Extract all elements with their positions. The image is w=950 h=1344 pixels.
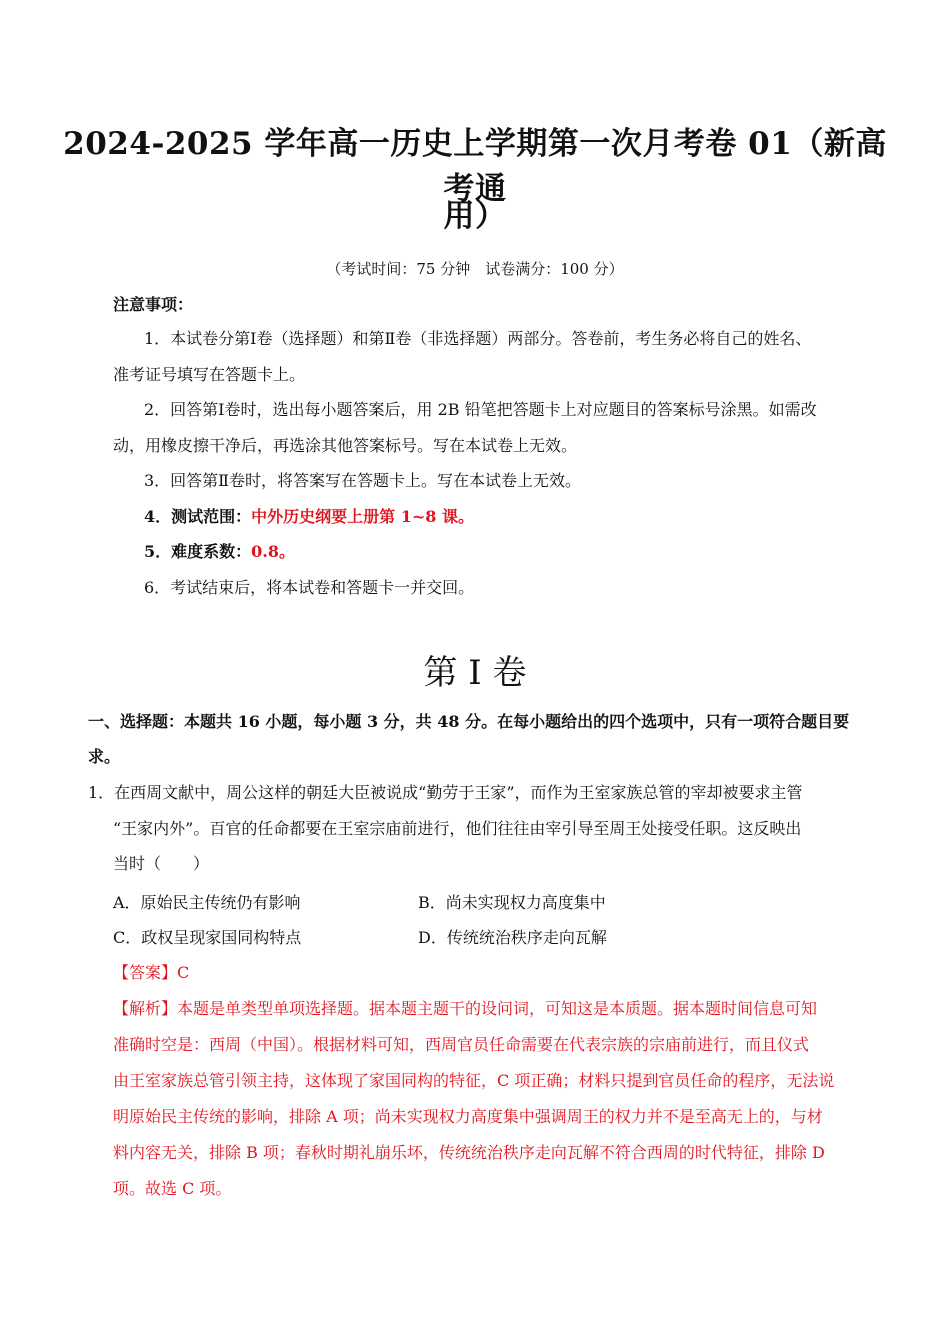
- q1-explanation-5: 料内容无关，排除 B 项；春秋时期礼崩乐坏，传统统治秩序走向瓦解不符合西周的时代特征，排除 D: [113, 1143, 825, 1162]
- q1-stem-a: 1．在西周文献中，周公这样的朝廷大臣被说成“勤劳于王家”，而作为王室家族总管的宰却被要求主管: [88, 783, 803, 802]
- part1-instruction-b: 求。: [88, 747, 121, 766]
- notice-item-1a: 1．本试卷分第Ⅰ卷（选择题）和第Ⅱ卷（非选择题）两部分。答卷前，考生务必将自己的姓名、: [144, 329, 812, 348]
- q1-answer: 【答案】C: [113, 963, 190, 982]
- q1-option-d: D．传统统治秩序走向瓦解: [418, 928, 607, 947]
- notice-item-6: 6．考试结束后，将本试卷和答题卡一并交回。: [144, 578, 475, 597]
- exam-title-line2: 用）: [443, 198, 507, 234]
- notice-item-2b: 动，用橡皮擦干净后，再选涂其他答案标号。写在本试卷上无效。: [113, 436, 578, 455]
- q1-explanation-6: 项。故选 C 项。: [113, 1179, 232, 1198]
- q1-explanation-4: 明原始民主传统的影响，排除 A 项；尚未实现权力高度集中强调周王的权力并不是至高无上的，与材: [113, 1107, 823, 1126]
- notice-item-1b: 准考证号填写在答题卡上。: [113, 365, 306, 384]
- notice-item-5-value: 0.8。: [251, 542, 295, 561]
- q1-stem-c: 当时（ ）: [113, 854, 210, 873]
- q1-option-a: A．原始民主传统仍有影响: [113, 893, 301, 912]
- q1-stem-b: “王家内外”。百官的任命都要在王室宗庙前进行，他们往往由宰引导至周王处接受任职。这反映出: [113, 819, 802, 838]
- notice-item-4-value: 中外历史纲要上册第 1~8 课。: [251, 507, 474, 526]
- q1-explanation-1: 【解析】本题是单类型单项选择题。据本题主题干的设问词，可知这是本质题。据本题时间信息可知: [113, 999, 818, 1018]
- q1-explanation-3: 由王室家族总管引领主持，这体现了家国同构的特征，C 项正确；材料只提到官员任命的程序，无法说: [113, 1071, 835, 1090]
- notice-item-4: [144, 506, 474, 528]
- notice-heading: 注意事项：: [113, 295, 194, 314]
- exam-title-line1: 2024-2025 学年高一历史上学期第一次月考卷 01（新高考通: [63, 126, 887, 207]
- notice-item-5: [144, 541, 295, 563]
- q1-explanation-2: 准确时空是：西周（中国）。根据材料可知，西周官员任命需要在代表宗族的宗庙前进行，而且仪式: [113, 1035, 810, 1054]
- part1-instruction-a: 一、选择题：本题共 16 小题，每小题 3 分，共 48 分。在每小题给出的四个选项中，只有一项符合题目要: [88, 712, 850, 731]
- section-title: 第 I 卷: [423, 653, 527, 693]
- q1-option-c: C．政权呈现家国同构特点: [113, 928, 302, 947]
- notice-item-5-label: 5．难度系数：: [144, 542, 252, 561]
- q1-option-b: B．尚未实现权力高度集中: [418, 893, 606, 912]
- notice-item-4-label: 4．测试范围：: [144, 507, 252, 526]
- exam-meta: （考试时间：75 分钟 试卷满分：100 分）: [326, 260, 624, 278]
- notice-item-3: 3．回答第Ⅱ卷时，将答案写在答题卡上。写在本试卷上无效。: [144, 471, 582, 490]
- notice-item-2a: 2．回答第Ⅰ卷时，选出每小题答案后，用 2B 铅笔把答题卡上对应题目的答案标号涂黑。如需改: [144, 400, 817, 419]
